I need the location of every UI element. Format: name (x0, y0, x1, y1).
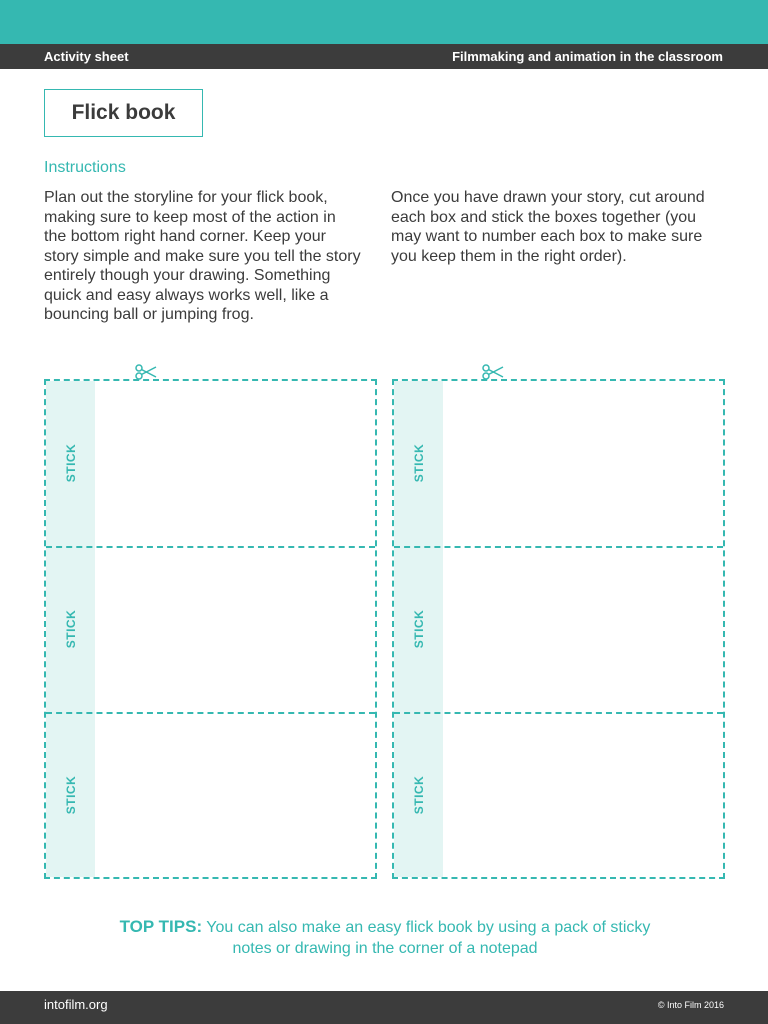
top-accent-bar (0, 0, 768, 44)
stick-label: STICK (412, 609, 426, 649)
top-tips (100, 916, 670, 959)
header-activity-sheet: Activity sheet (44, 49, 129, 64)
flickbook-panel-right (392, 379, 725, 879)
footer-site-link[interactable]: intofilm.org (44, 997, 108, 1012)
top-tips-text: You can also make an easy flick book by using a pack of sticky notes or drawing in the corner of a notepad (202, 919, 651, 957)
header-strip (0, 44, 768, 69)
top-tips-heading: TOP TIPS: (119, 917, 203, 936)
flickbook-panel-left (44, 379, 377, 879)
cut-line (394, 546, 723, 548)
cut-line (46, 546, 375, 548)
header-subject: Filmmaking and animation in the classroom (452, 49, 723, 64)
instructions-heading: Instructions (44, 159, 126, 176)
stick-label: STICK (412, 443, 426, 483)
footer (0, 991, 768, 1024)
footer-copyright: © Into Film 2016 (657, 1000, 724, 1010)
stick-label: STICK (64, 443, 78, 483)
cut-line (46, 712, 375, 714)
stick-label: STICK (412, 775, 426, 815)
cut-line (394, 712, 723, 714)
page-title: Flick book (44, 89, 203, 137)
instructions-left-paragraph: Plan out the storyline for your flick book, making sure to keep most of the action in the bottom right hand corner. Keep your story simple and make sure you tell the story entirely though your drawing. Something quick and easy always works well, like a bouncing ball or jumping frog. (44, 189, 361, 323)
stick-label: STICK (64, 609, 78, 649)
stick-label: STICK (64, 775, 78, 815)
instructions-right-paragraph: Once you have drawn your story, cut around each box and stick the boxes together (you may want to number each box to make sure you keep them in the right order). (391, 189, 705, 265)
